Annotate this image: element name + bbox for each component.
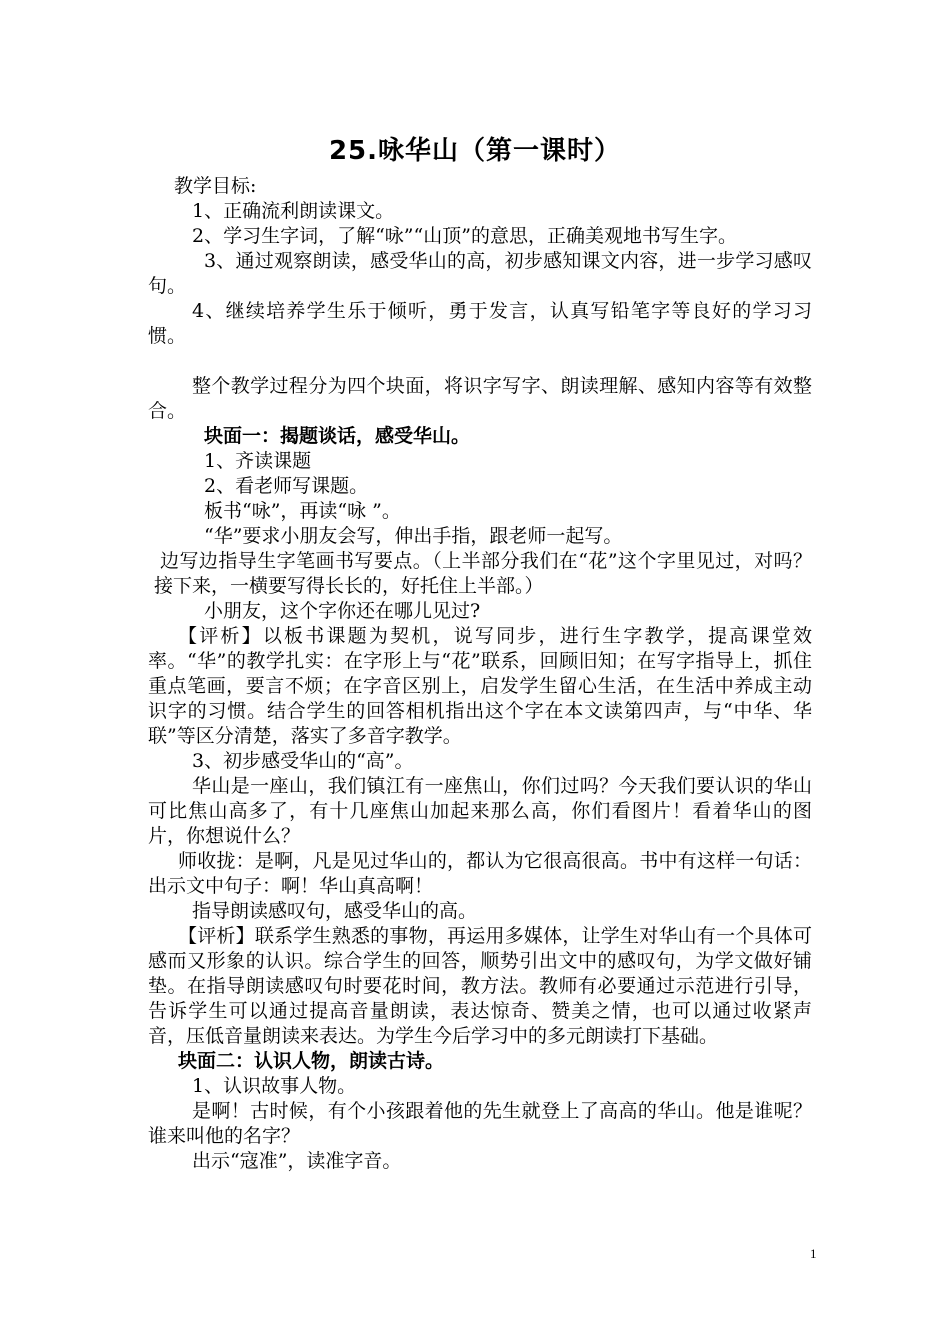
objective-item: 4、继续培养学生乐于倾听，勇于发言，认真写铅笔字等良好的学习习惯。 [148, 300, 812, 347]
step-item: 1、齐读课题 [204, 450, 312, 472]
teacher-paragraph: 师收拢：是啊，凡是见过华山的，都认为它很高很高。书中有这样一句话：出示文中句子：啊！华山真高啊！ [148, 850, 812, 897]
guide-paragraph: 边写边指导生字笔画书写要点。（上半部分我们在“花”这个字里见过，对吗？接下来，一横要写得长长的，好托住上半部。） [154, 550, 812, 597]
page-number: 1 [810, 1246, 817, 1261]
read-paragraph: 指导朗读感叹句，感受华山的高。 [192, 900, 478, 922]
step-item: 2、看老师写课题。 [204, 475, 369, 497]
paragraph-gap [148, 349, 812, 374]
document-body [148, 174, 812, 1174]
step-item: 1、认识故事人物。 [192, 1075, 357, 1097]
story-paragraph: 是啊！古时候，有个小孩跟着他的先生就登上了高高的华山。他是谁呢？谁来叫他的名字？ [148, 1100, 812, 1147]
show-paragraph: 出示“寇准”，读准字音。 [192, 1150, 402, 1172]
objective-item: 1、正确流利朗读课文。 [192, 200, 395, 222]
objective-item: 2、学习生字词，了解“咏”“山顶”的意思，正确美观地书写生字。 [192, 225, 737, 247]
objectives-heading: 教学目标: [174, 175, 257, 197]
overview-paragraph: 整个教学过程分为四个块面，将识字写字、朗读理解、感知内容等有效整合。 [148, 375, 812, 422]
board-text: 板书“咏”，再读“咏 ”。 [204, 500, 401, 522]
question-paragraph: 小朋友，这个字你还在哪儿见过? [204, 600, 481, 622]
intro-paragraph: 华山是一座山，我们镇江有一座焦山，你们过吗？今天我们要认识的华山可比焦山高多了，有十几座焦山加起来那么高，你们看图片！看着华山的图片，你想说什么？ [148, 775, 812, 847]
comment-paragraph: 【评析】联系学生熟悉的事物，再运用多媒体，让学生对华山有一个具体可感而又形象的认识。综合学生的回答，顺势引出文中的感叹句，为学文做好铺垫。在指导朗读感叹句时要花时间，教方法。教师有必要通过示范进行引导，告诉学生可以通过提高音量朗读，表达惊奇、赞美之情，也可以通过收紧声音，压低音量朗读来表达。为学生今后学习中的多元朗读打下基础。 [148, 925, 812, 1047]
block-heading: 块面一：揭题谈话，感受华山。 [204, 425, 471, 447]
step-item: 3、初步感受华山的“高”。 [192, 750, 414, 772]
hua-paragraph: “华”要求小朋友会写，伸出手指，跟老师一起写。 [204, 525, 623, 547]
comment-paragraph: 【评析】以板书课题为契机，说写同步，进行生字教学，提高课堂效率。“华”的教学扎实：在字形上与“花”联系，回顾旧知；在写字指导上，抓住重点笔画，要言不烦；在字音区别上，启发学生留心生活，在生活中养成主动识字的习惯。结合学生的回答相机指出这个字在本文读第四声，与“中华、华联”等区分清楚，落实了多音字教学。 [148, 625, 812, 747]
objective-item: 3、通过观察朗读，感受华山的高，初步感知课文内容，进一步学习感叹句。 [148, 250, 812, 297]
document-title: 25.咏华山（第一课时） [328, 136, 622, 166]
block-heading: 块面二：认识人物，朗读古诗。 [178, 1050, 445, 1072]
